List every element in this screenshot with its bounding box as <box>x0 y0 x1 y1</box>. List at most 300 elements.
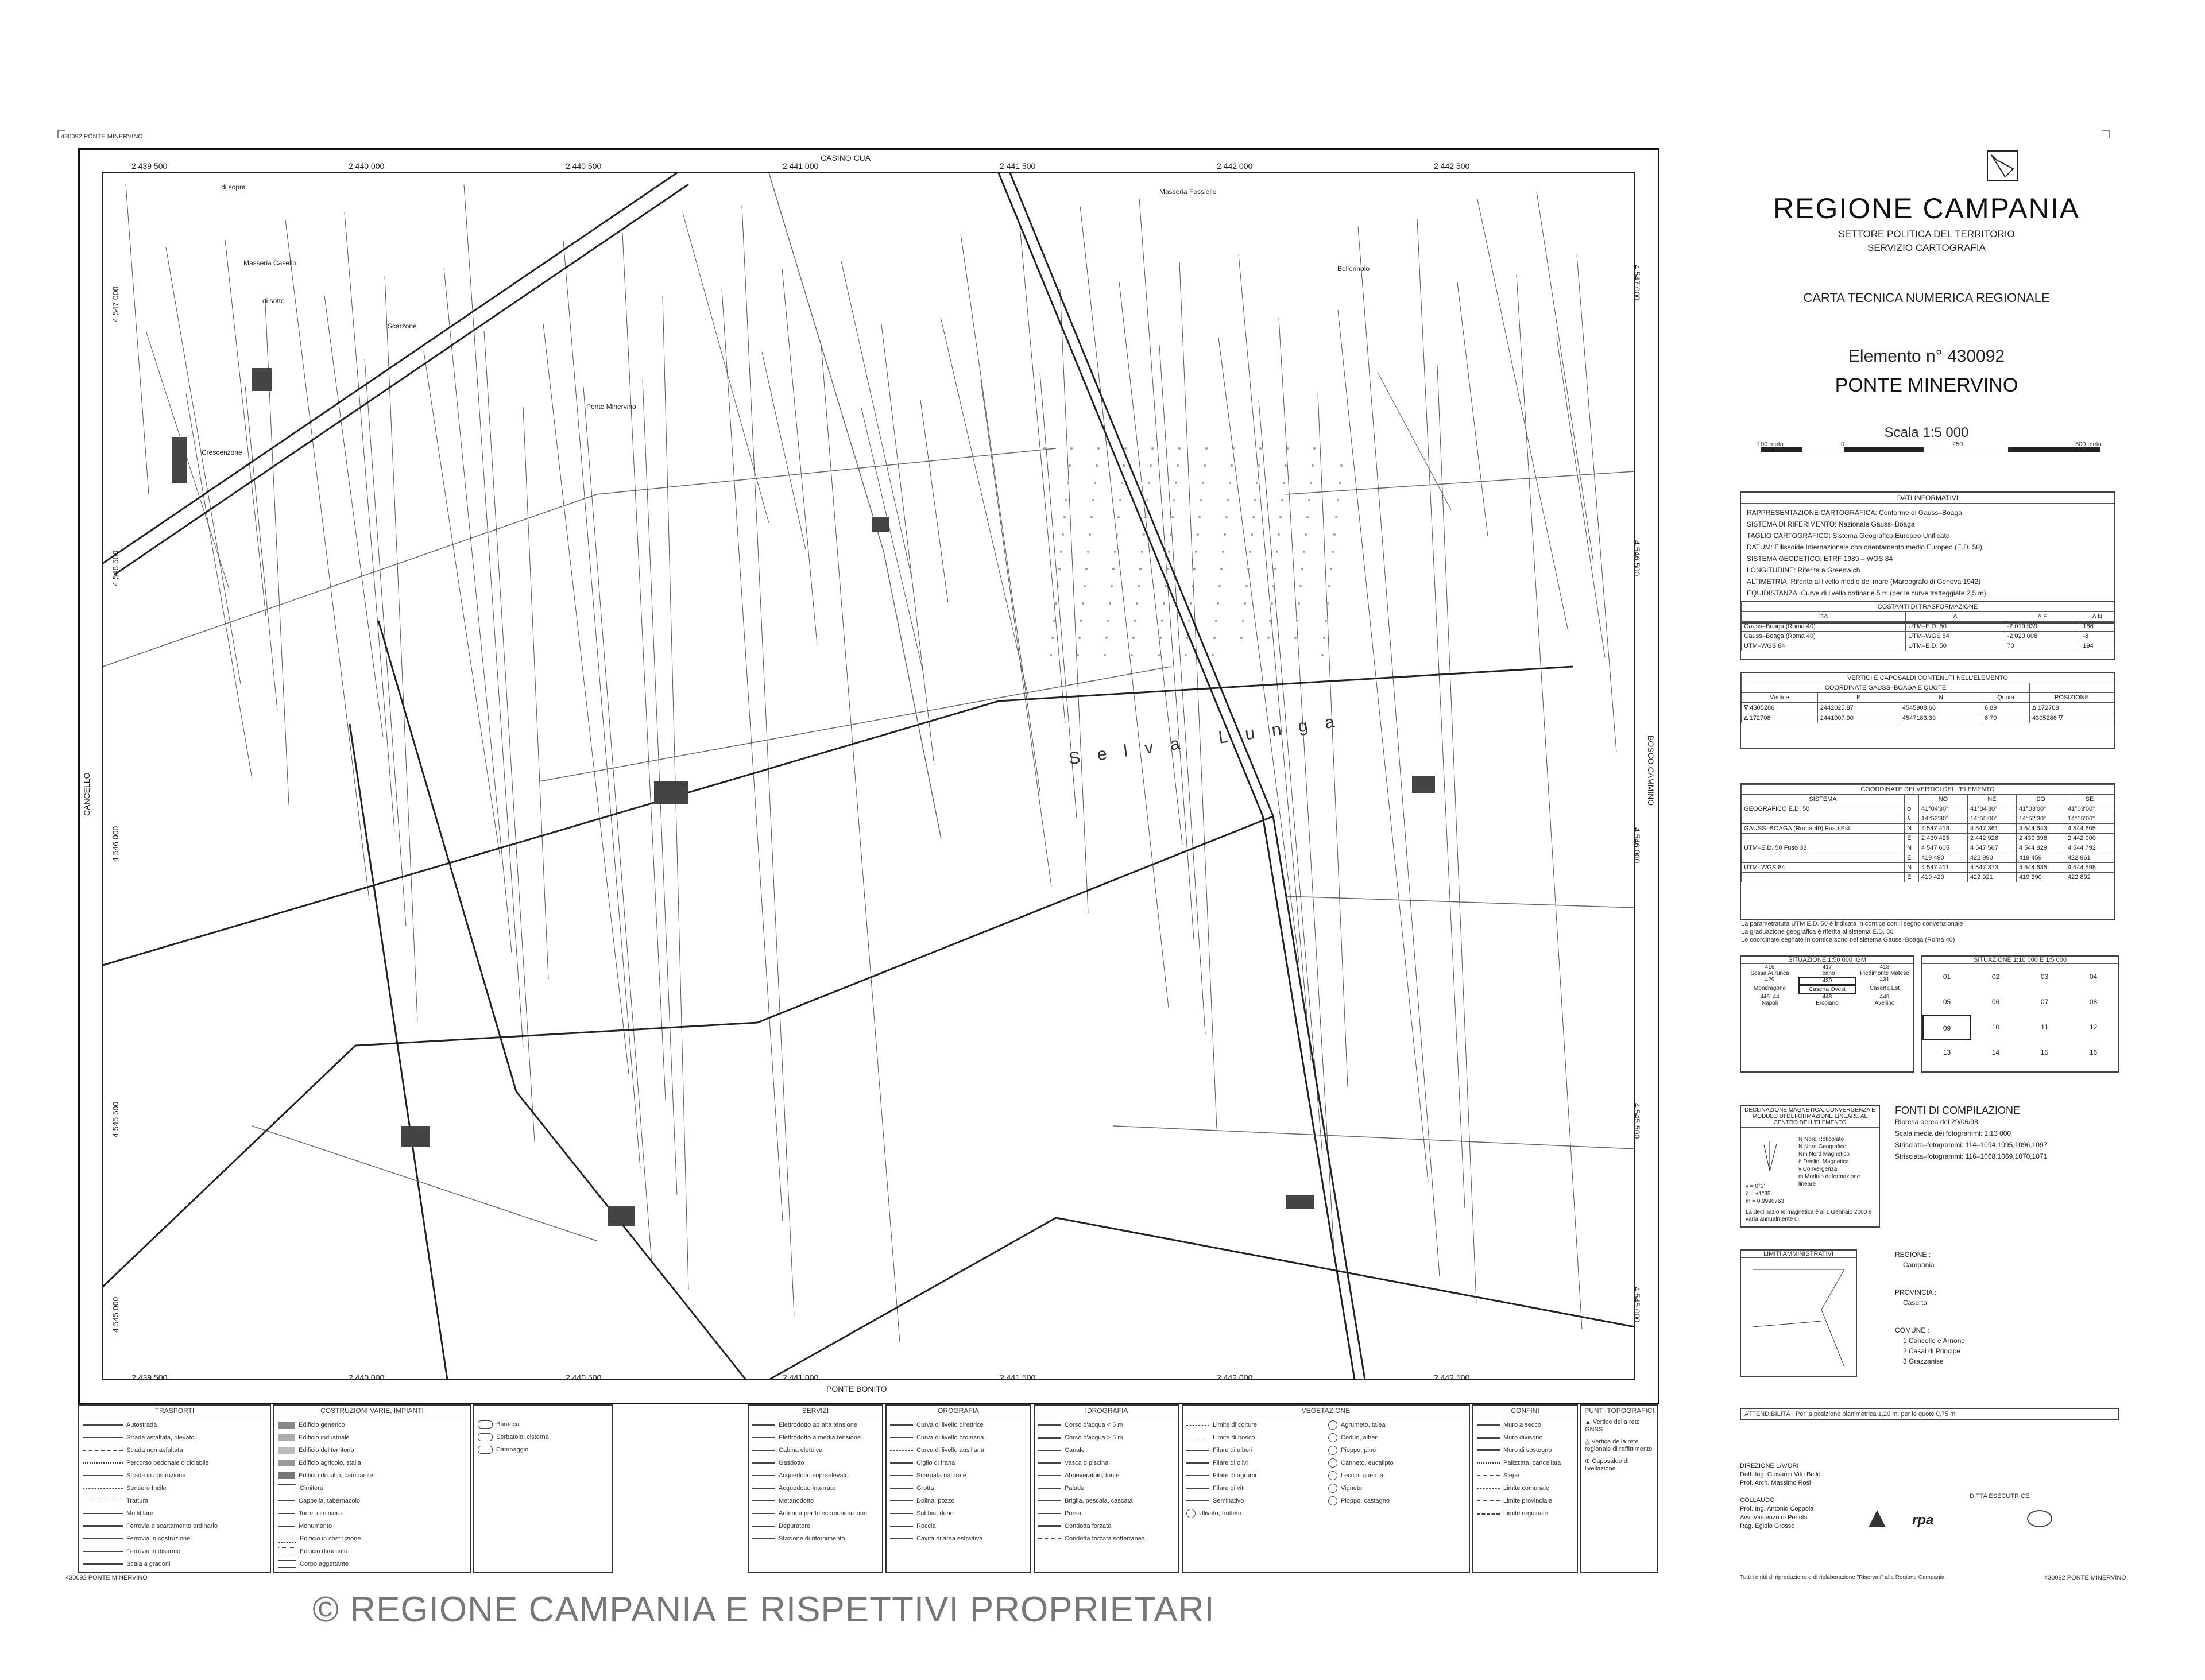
legend-item: Limite regionale <box>1477 1507 1573 1520</box>
regione-value: Campania <box>1903 1261 1935 1269</box>
vineyard-dot <box>1112 568 1115 570</box>
easting-label-bottom: 2 439 500 <box>131 1373 168 1382</box>
parcel-boundary <box>1239 254 1311 1060</box>
parcel-boundary <box>1358 227 1440 1276</box>
legend-item: Presa <box>1038 1507 1175 1520</box>
costanti-title: COSTANTI DI TRASFORMAZIONE <box>1742 602 2114 612</box>
legend-title: VEGETAZIONE <box>1183 1406 1469 1416</box>
vineyard-dot <box>1111 585 1113 587</box>
vineyard-dot <box>1062 533 1064 536</box>
legend-item: ⊕ Caposaldo di livellazione <box>1585 1458 1629 1472</box>
decl-legend: δ Declin. Magnetica <box>1798 1159 1849 1165</box>
costanti-cell: Gauss–Boaga (Roma 40) <box>1742 622 1906 632</box>
coord-head: SO <box>2016 795 2065 804</box>
legend-item: Torre, ciminiera <box>278 1507 466 1520</box>
sit10-cell: 12 <box>2089 1023 2098 1031</box>
parcel-boundary <box>941 317 1028 697</box>
element-name: PONTE MINERVINO <box>1835 374 2018 396</box>
costanti-cell: 194 <box>2080 641 2114 651</box>
legend-item: Strada asfaltata, rilevato <box>83 1431 266 1444</box>
legend-costruzioni-2 <box>473 1404 613 1573</box>
legend-item: Depuratore <box>752 1520 879 1532</box>
legend-title: IDROGRAFIA <box>1035 1406 1178 1416</box>
parcel-boundary <box>821 344 900 1342</box>
provincia-value: Caserta <box>1903 1299 1928 1307</box>
coord-cell: GEOGRAFICO E.D. 50 <box>1742 804 1905 814</box>
costanti-box <box>1740 601 2115 660</box>
easting-label: 2 441 500 <box>1000 161 1036 171</box>
vineyard-dot <box>1084 585 1086 587</box>
region-title: REGIONE CAMPANIA <box>1773 192 2080 224</box>
sit50-title: SITUAZIONE 1:50 000 IGM <box>1741 957 1913 964</box>
legend-title: SERVIZI <box>749 1406 882 1416</box>
legend-item: Edificio agricolo, stalla <box>278 1457 466 1469</box>
parcel-boundary <box>1060 289 1088 913</box>
legend-item: Pioppo, pino <box>1328 1444 1465 1457</box>
coord-cell: 41°03'00" <box>2016 804 2065 814</box>
parcel-boundary <box>1279 318 1334 1250</box>
legend-item: Acquedotto interrato <box>752 1482 879 1495</box>
fonti-block <box>1895 1105 2113 1162</box>
sit10-cell: 04 <box>2089 973 2098 981</box>
attendibilita-box: ATTENDIBILITÀ : Per la posizione planimetrica 1,20 m; per le quote 0,75 m <box>1740 1408 2119 1420</box>
vineyard-dot <box>1200 499 1202 501</box>
decl-legend: Nm Nord Magnetico <box>1798 1151 1850 1158</box>
fonti-line: Scala media dei fotogrammi: 1:13 000 <box>1895 1129 2011 1137</box>
coord-cell: 14°52'30" <box>2016 814 2065 824</box>
vineyard-dot <box>1328 585 1330 587</box>
vertici-cell: 6.89 <box>1982 703 2029 713</box>
legend-item: Edificio in costruzione <box>278 1532 466 1545</box>
legend-item: Curva di livello direttrice <box>890 1419 1027 1431</box>
provincia-label: PROVINCIA : <box>1895 1288 1937 1296</box>
legend-item: Vasca o piscina <box>1038 1457 1175 1469</box>
vineyard-dot <box>1188 620 1190 622</box>
direzione-line: Prof. Ing. Antonio Coppola <box>1740 1505 1814 1512</box>
parcel-boundary <box>1477 199 1568 631</box>
vineyard-dot <box>1055 602 1057 605</box>
scale-bar <box>1761 447 2100 452</box>
fonti-line: Strisciata–fotogrammi: 116–1068,1069,1070,1071 <box>1895 1152 2048 1160</box>
northing-label: 4 545 000 <box>111 1296 120 1333</box>
coord-cell: 4 547 418 <box>1918 824 1967 834</box>
legend-item: Edificio industriale <box>278 1431 466 1444</box>
decl-value: γ = 0°2' <box>1746 1183 1765 1190</box>
sector-line: SETTORE POLITICA DEL TERRITORIO <box>1838 229 2015 239</box>
easting-label: 2 440 000 <box>349 161 385 171</box>
vineyard-dot <box>1285 464 1287 467</box>
parcel-boundary <box>683 213 769 523</box>
legend-item: Strada in costruzione <box>83 1469 266 1482</box>
map-right-label: BOSCO CAMMINO <box>1646 736 1655 806</box>
coord-cell: E <box>1905 853 1919 863</box>
vertici-cell: 2442025.87 <box>1817 703 1900 713</box>
vineyard-dot <box>1193 568 1196 570</box>
legend-item: Corpo aggettante <box>278 1558 466 1570</box>
vineyard-dot <box>1254 499 1256 501</box>
coord-cell: 14°55'00" <box>1967 814 2016 824</box>
legend-item: Cavità di area estrattiva <box>890 1532 1027 1545</box>
coord-cell: 4 547 373 <box>1967 863 2016 873</box>
parcel-boundary <box>126 184 149 494</box>
direzione-line: Avv. Vincenzo di Penola <box>1740 1514 1808 1521</box>
legend-item: Seminativo <box>1186 1495 1324 1507</box>
vineyard-dot <box>1138 585 1140 587</box>
vineyard-dot <box>1247 568 1250 570</box>
legend-item: Pioppo, castagno <box>1328 1495 1465 1507</box>
legend-item: Muro divisorio <box>1477 1431 1573 1444</box>
legend-vegetazione <box>1182 1404 1470 1573</box>
vineyard-dot <box>1139 568 1142 570</box>
vineyard-dot <box>1087 551 1089 553</box>
vineyard-dot <box>1332 551 1334 553</box>
vertici-head: Vertice <box>1742 693 1818 703</box>
vineyard-dot <box>1105 637 1108 639</box>
coord-head <box>1905 795 1919 804</box>
vertici-cell: Δ 172708 <box>2030 703 2114 713</box>
decl-value: m = 0.9996763 <box>1746 1198 1784 1205</box>
coord-note: La parametratura UTM E.D. 50 è indicata in cornice con il segno convenzionale <box>1741 920 1963 927</box>
dati-line: LONGITUDINE: Riferita a Greenwich <box>1747 566 1860 574</box>
sheet-id-top: 430092 PONTE MINERVINO <box>61 133 143 140</box>
sit10-cell: 01 <box>1943 973 1951 981</box>
legend-title: TRASPORTI <box>79 1406 270 1416</box>
vineyard-dot <box>1178 447 1181 450</box>
sit10-cell: 03 <box>2040 973 2049 981</box>
northing-label-right: 4 546 000 <box>1633 827 1642 864</box>
map-bottom-label: PONTE BONITO <box>826 1384 887 1393</box>
vineyard-dot <box>1274 568 1276 570</box>
vineyard-dot <box>1060 551 1062 553</box>
vineyard-dot <box>1249 551 1251 553</box>
vineyard-dot <box>1124 447 1127 450</box>
vineyard-dot <box>1104 654 1106 656</box>
vertici-cell: Δ 172708 <box>1742 713 1818 723</box>
vineyard-dot <box>1258 464 1260 467</box>
dati-line: TAGLIO CARTOGRAFICO: Sistema Geografico Europeo Unificato <box>1747 532 1950 540</box>
legend-item: Campaggio <box>478 1443 609 1456</box>
costanti-cell: Gauss–Boaga (Roma 40) <box>1742 632 1906 641</box>
coord-cell <box>1742 873 1905 882</box>
costanti-table <box>1741 602 2114 651</box>
vineyard-dot <box>1107 620 1109 622</box>
direzione-line <box>1740 1488 1912 1496</box>
sit50-cell: Avellino <box>1874 1000 1895 1007</box>
vineyard-dot <box>1227 499 1229 501</box>
easting-label: 2 442 500 <box>1434 161 1470 171</box>
coord-cell: E <box>1905 873 1919 882</box>
vineyard-dot <box>1240 637 1243 639</box>
legend-item: Leccio, quercia <box>1328 1469 1465 1482</box>
vineyard-dot <box>1185 654 1187 656</box>
sit50-cell: Napoli <box>1761 1000 1778 1007</box>
limiti-title: LIMITI AMMINISTRATIVI <box>1741 1251 1856 1258</box>
sit10-cell: 07 <box>2040 998 2049 1006</box>
vineyard-dot <box>1306 516 1309 518</box>
decl-value: δ = +1°35' <box>1746 1191 1772 1197</box>
legend-idrografia <box>1034 1404 1179 1573</box>
legend-item: Filare di viti <box>1186 1482 1324 1495</box>
vineyard-dot <box>1150 464 1152 467</box>
legend-item: Curva di livello ordinaria <box>890 1431 1027 1444</box>
coord-cell: 4 544 635 <box>2016 863 2065 873</box>
legend-item: Baracca <box>478 1418 609 1431</box>
parcel-boundary <box>1378 373 1451 510</box>
direzione-line: COLLAUDO <box>1740 1497 1775 1504</box>
coord-cell: 4 547 411 <box>1918 863 1967 873</box>
legend-item: Filare di alberi <box>1186 1444 1324 1457</box>
vineyard-dot <box>1065 499 1067 501</box>
vineyard-dot <box>1151 447 1154 450</box>
vineyard-dot <box>1195 551 1197 553</box>
vineyard-dot <box>1205 447 1208 450</box>
sit50-cell: 417 <box>1822 964 1832 970</box>
vertici-cell: 4547183.39 <box>1900 713 1982 723</box>
dati-line: DATUM: Ellissoide Internazionale con orientamento medio Europeo (E.D. 50) <box>1747 543 1982 551</box>
vineyard-dot <box>1310 482 1312 484</box>
legend-item: Ferrovia a scartamento ordinario <box>83 1520 266 1532</box>
legend-item: Multifilare <box>83 1507 266 1520</box>
place-name-large: Selva Lunga <box>1067 710 1353 769</box>
costanti-cell: UTM–WGS 84 <box>1742 641 1906 651</box>
vineyard-dot <box>1313 447 1316 450</box>
vineyard-dot <box>1165 585 1167 587</box>
vineyard-dot <box>1202 482 1204 484</box>
vertici-cell: 6.70 <box>1982 713 2029 723</box>
northing-label-right: 4 546 500 <box>1633 540 1642 576</box>
vineyard-dot <box>1256 482 1258 484</box>
legend-item: Autostrada <box>83 1419 266 1431</box>
direzione-line: Rag. Egidio Grosso <box>1740 1523 1795 1530</box>
vertici-head: POSIZIONE <box>2030 693 2114 703</box>
vineyard-dot <box>1090 516 1093 518</box>
legend-item: Limite provinciale <box>1477 1495 1573 1507</box>
coord-cell: GAUSS–BOAGA (Roma 40) Fuso Est <box>1742 824 1905 834</box>
vineyard-dot <box>1286 447 1289 450</box>
vineyard-dot <box>1094 482 1096 484</box>
vineyard-dot <box>1269 620 1271 622</box>
decl-legend: γ Convergenza <box>1798 1166 1838 1172</box>
vineyard-dot <box>1132 637 1135 639</box>
dati-line: SISTEMA DI RIFERIMENTO: Nazionale Gauss–Boaga <box>1747 520 1915 528</box>
company-logo-2-icon <box>2027 1510 2052 1527</box>
vineyard-dot <box>1134 620 1136 622</box>
vertici-cell: 4305286 ∇ <box>2030 713 2114 723</box>
vineyard-dot <box>1244 602 1246 605</box>
parcel-boundary <box>285 220 369 900</box>
coord-cell <box>1742 853 1905 863</box>
vineyard-dot <box>1232 447 1235 450</box>
sit50-cell: 429 <box>1765 977 1775 983</box>
fonti-line: Ripresa aerea del 29/06/98 <box>1895 1118 1978 1126</box>
legend-item: Agrumeto, talea <box>1328 1419 1465 1431</box>
costanti-cell: 186 <box>2080 622 2114 632</box>
legend-servizi <box>748 1404 883 1573</box>
vineyard-dot <box>1119 499 1121 501</box>
scalebar-tick: 500 metri <box>2075 441 2102 448</box>
legend-item: Filare di agrumi <box>1186 1469 1324 1482</box>
vineyard-dot <box>1168 551 1170 553</box>
coordinate-notes <box>1741 920 2114 944</box>
coordinate-title: COORDINATE DEI VERTICI DELL'ELEMENTO <box>1742 785 2114 795</box>
sit50-cell: Caserta Est <box>1869 985 1900 992</box>
vineyard-dot <box>1312 464 1314 467</box>
legend-item: Sabbia, dune <box>890 1507 1027 1520</box>
vineyard-dot <box>1136 602 1138 605</box>
vineyard-dot <box>1303 551 1305 553</box>
sit50-cell: 446–44 <box>1760 994 1780 1000</box>
parcel-boundary <box>1218 338 1299 966</box>
copyright-watermark: © REGIONE CAMPANIA E RISPETTIVI PROPRIETARI <box>312 1590 1215 1629</box>
vineyard-dot <box>1323 637 1325 639</box>
vineyard-dot <box>1252 516 1255 518</box>
parcel-boundary <box>245 386 277 710</box>
vineyard-dot <box>1198 516 1201 518</box>
sit50-cell: Ercolano <box>1816 1000 1839 1007</box>
vineyard-dot <box>1197 533 1199 536</box>
vineyard-dot <box>1305 533 1307 536</box>
parcel-boundary <box>1318 393 1348 1087</box>
costanti-cell: -2 019 939 <box>2005 622 2080 632</box>
sit50-cell: 431 <box>1879 977 1890 983</box>
legend-item: Edificio generico <box>278 1419 466 1431</box>
decl-legend: m Modulo deformazione lineare <box>1798 1174 1860 1187</box>
coord-head: NO <box>1918 795 1967 804</box>
fonti-title: FONTI DI COMPILAZIONE <box>1895 1105 2021 1116</box>
costanti-head: Δ N <box>2080 612 2114 622</box>
vineyard-dot <box>1141 551 1143 553</box>
coord-cell: 419 390 <box>2016 873 2065 882</box>
sit50-cell: Piedimonte Matese <box>1860 970 1909 977</box>
coord-cell: 4 544 605 <box>2065 824 2114 834</box>
vineyard-dot <box>1251 533 1253 536</box>
legend-trasporti <box>78 1404 271 1573</box>
vineyard-dot <box>1053 620 1055 622</box>
legend-item: Sentiero Incile <box>83 1482 266 1495</box>
legend-item: Cabina elettrica <box>752 1444 879 1457</box>
product-title: CARTA TECNICA NUMERICA REGIONALE <box>1803 291 2050 305</box>
sit50-cell: Sessa Aurunca <box>1750 970 1789 977</box>
region-logo <box>1987 150 2018 181</box>
legend-item: Abbeveratoio, fonte <box>1038 1469 1175 1482</box>
comune-item: 3 Grazzanise <box>1903 1357 1944 1365</box>
vertici-head: Quota <box>1982 693 2029 703</box>
coord-cell: 4 547 567 <box>1967 843 2016 853</box>
easting-label-bottom: 2 442 500 <box>1434 1373 1470 1382</box>
northing-label: 4 545 500 <box>111 1101 120 1137</box>
parcel-boundary <box>920 400 948 602</box>
vineyard-dot <box>1114 551 1116 553</box>
legend-item: Edificio diroccato <box>278 1545 466 1558</box>
vertici-head: N <box>1900 693 1982 703</box>
vineyard-dot <box>1170 533 1172 536</box>
coord-cell <box>1742 814 1905 824</box>
vineyard-dot <box>1173 499 1175 501</box>
easting-label-bottom: 2 440 000 <box>349 1373 385 1382</box>
decl-title: DECLINAZIONE MAGNETICA, CONVERGENZA E MODULO DI DEFORMAZIONE LINEARE AL CENTRO DELL'ELEMENTO <box>1741 1106 1879 1128</box>
vineyard-dot <box>1217 602 1219 605</box>
sit50-cell: Teano <box>1819 970 1835 977</box>
coord-cell: 4 544 829 <box>2016 843 2065 853</box>
direzione-line: Prof. Arch. Massimo Rosi <box>1740 1480 1811 1487</box>
vineyard-dot <box>1225 516 1228 518</box>
sit10-cell: 06 <box>1991 998 2000 1006</box>
legend-item: Palizzata, cancellata <box>1477 1457 1573 1469</box>
comune-item: 2 Casal di Principe <box>1903 1347 1961 1355</box>
coord-cell: 2 442 900 <box>2065 834 2114 843</box>
coord-cell: 422 990 <box>1967 853 2016 863</box>
vineyard-dot <box>1163 602 1165 605</box>
sit10-title: SITUAZIONE 1:10 000 E 1:5 000 <box>1922 957 2118 964</box>
legend-item: Uliveto, frutteto <box>1186 1507 1324 1520</box>
vertici-head: E <box>1817 693 1900 703</box>
map-frame[interactable] <box>78 148 1659 1404</box>
parcel-boundary <box>742 206 794 1316</box>
coord-cell: φ <box>1905 804 1919 814</box>
costanti-cell: UTM–E.D. 50 <box>1906 622 2005 632</box>
dati-line: SISTEMA GEODETICO: ETRF 1989 – WGS 84 <box>1747 555 1893 563</box>
legend-item: Stazione di rifornimento <box>752 1532 879 1545</box>
vineyard-dot <box>1321 654 1324 656</box>
vineyard-dot <box>1143 533 1145 536</box>
place-name: Bollerinolo <box>1337 265 1370 273</box>
legend-item: Curva di livello ausiliaria <box>890 1444 1027 1457</box>
parcel-boundary <box>583 387 652 1263</box>
coord-cell: 4 547 361 <box>1967 824 2016 834</box>
vineyard-dot <box>1166 568 1169 570</box>
coordinate-box <box>1740 783 2115 920</box>
coord-cell: 2 439 425 <box>1918 834 1967 843</box>
legend-item: Cappella, tabernacolo <box>278 1495 466 1507</box>
costanti-cell: UTM–WGS 84 <box>1906 632 2005 641</box>
vineyard-dot <box>1294 637 1297 639</box>
north-arrow-icon <box>1747 1138 1793 1172</box>
company-logo-text-icon: rpa <box>1912 1512 1934 1528</box>
vineyard-dot <box>1245 585 1248 587</box>
legend-item: Filare di olivi <box>1186 1457 1324 1469</box>
limiti-text <box>1895 1249 2113 1367</box>
parcel-boundary <box>324 296 383 737</box>
legend-item: Corso d'acqua < 5 m <box>1038 1419 1175 1431</box>
vineyard-dot <box>1330 568 1332 570</box>
vineyard-dot <box>1063 516 1066 518</box>
parcel-boundary <box>1537 192 1593 563</box>
legend-item: Acquedotto sopraelevato <box>752 1469 879 1482</box>
vineyard-dot <box>1301 568 1303 570</box>
parcel-boundary <box>1577 255 1616 752</box>
legend-item: Edificio del territorio <box>278 1444 466 1457</box>
parcel-boundary <box>523 407 548 979</box>
coord-cell: 41°04'30" <box>1967 804 2016 814</box>
parcel-boundary <box>225 240 266 616</box>
legend-title: COSTRUZIONI VARIE, IMPIANTI <box>274 1406 470 1416</box>
vineyard-dot <box>1213 637 1216 639</box>
sit10-cell: 11 <box>2041 1023 2048 1031</box>
legend-title: OROGRAFIA <box>887 1406 1030 1416</box>
corner-mark-tl <box>57 130 65 138</box>
vineyard-dot <box>1144 516 1147 518</box>
coord-head: SISTEMA <box>1742 795 1905 804</box>
place-name: di sopra <box>221 183 246 191</box>
vineyard-dot <box>1171 516 1174 518</box>
declinazione-box <box>1740 1105 1880 1228</box>
costanti-cell: -8 <box>2080 632 2114 641</box>
parcel-boundary <box>464 185 523 1047</box>
coord-cell: 2 442 926 <box>1967 834 2016 843</box>
place-name: di sotto <box>262 297 285 305</box>
vineyard-dot <box>1080 620 1082 622</box>
limiti-diagram <box>1741 1258 1856 1367</box>
